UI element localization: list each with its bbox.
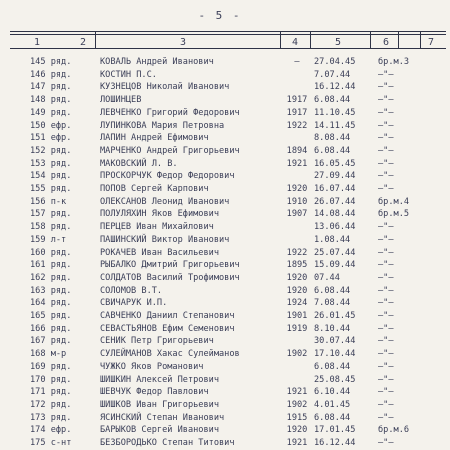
record-burial-place: –"– — [378, 184, 394, 194]
list-item — [0, 185, 450, 197]
record-rank: 151 ефр. — [30, 133, 72, 144]
record-date: 14.11.45 — [314, 120, 356, 131]
record-rank: 171 ряд. — [30, 387, 72, 398]
list-item — [0, 388, 450, 400]
column-separator — [420, 31, 421, 49]
record-birth-year: 1920 — [286, 425, 308, 436]
record-name: КОВАЛЬ Андрей Иванович — [100, 57, 214, 67]
record-burial-place: бр.м.5 — [378, 209, 410, 220]
list-item — [0, 83, 450, 95]
record-date: 17.01.45 — [314, 425, 356, 436]
record-birth-year: 1915 — [286, 412, 308, 423]
record-name: СОЛДАТОВ Василий Трофимович — [100, 272, 240, 283]
record-rank: 164 ряд. — [30, 298, 72, 309]
list-item — [0, 249, 450, 261]
record-date: 11.10.45 — [314, 107, 356, 118]
column-header: 2 — [80, 37, 87, 48]
record-rank: 170 ряд. — [30, 374, 72, 385]
record-burial-place: бр.м.6 — [378, 425, 410, 436]
column-header: 4 — [292, 37, 299, 48]
list-item — [0, 414, 450, 426]
record-date: 16.12.44 — [314, 438, 356, 448]
column-header: 1 — [34, 37, 41, 48]
record-rank: 168 м-р — [30, 349, 67, 360]
list-item — [0, 376, 450, 388]
record-name: РОКАЧЕВ Иван Васильевич — [100, 247, 219, 258]
record-burial-place: –"– — [378, 107, 394, 118]
record-birth-year: 1924 — [286, 298, 308, 309]
list-item — [0, 439, 450, 450]
record-date: 6.08.44 — [314, 95, 351, 106]
record-rank: 157 ряд. — [30, 209, 72, 220]
record-birth-year: 1920 — [286, 272, 308, 283]
record-date: 13.06.44 — [314, 222, 356, 233]
record-birth-year: 1917 — [286, 107, 308, 118]
record-date: 07.44 — [314, 272, 340, 283]
record-date: 30.07.44 — [314, 336, 356, 347]
list-item — [0, 96, 450, 108]
record-rank: 145 ряд. — [30, 57, 72, 67]
record-burial-place: –"– — [378, 438, 394, 448]
record-date: 25.07.44 — [314, 247, 356, 258]
column-separator — [310, 31, 311, 49]
record-rank: 166 ряд. — [30, 323, 72, 334]
column-separator — [280, 31, 281, 49]
record-birth-year: 1921 — [286, 438, 308, 448]
record-date: 7.08.44 — [314, 298, 351, 309]
record-rank: 175 с-нт — [30, 438, 72, 448]
list-item — [0, 198, 450, 210]
record-burial-place: –"– — [378, 349, 394, 360]
list-item — [0, 172, 450, 184]
record-name: СОЛОМОВ В.Т. — [100, 285, 163, 296]
record-rank: 149 ряд. — [30, 107, 72, 118]
record-date: 6.08.44 — [314, 361, 351, 372]
record-burial-place: –"– — [378, 285, 394, 296]
record-name: СВИЧАРУК И.П. — [100, 298, 168, 309]
record-name: СЕВАСТЬЯНОВ Ефим Семенович — [100, 323, 235, 334]
record-rank: 150 ефр. — [30, 120, 72, 131]
record-name: МАРЧЕНКО Андрей Григорьевич — [100, 145, 240, 156]
record-burial-place: –"– — [378, 171, 394, 182]
record-name: БАРЫКОВ Сергей Иванович — [100, 425, 219, 436]
record-burial-place: бр.м.4 — [378, 196, 410, 207]
record-birth-year: 1919 — [286, 323, 308, 334]
record-burial-place: –"– — [378, 133, 394, 144]
record-burial-place: –"– — [378, 399, 394, 410]
record-name: ОЛЕКСАНОВ Леонид Иванович — [100, 196, 230, 207]
record-name: ЛАПИН Андрей Ефимович — [100, 133, 209, 144]
record-rank: 165 ряд. — [30, 311, 72, 321]
record-burial-place: –"– — [378, 234, 394, 245]
column-separator — [398, 31, 399, 49]
record-burial-place: –"– — [378, 247, 394, 258]
record-date: 16.05.45 — [314, 158, 356, 169]
record-birth-year: 1921 — [286, 158, 308, 169]
record-name: ШИШКИН Алексей Петрович — [100, 374, 219, 385]
record-date: 6.10.44 — [314, 387, 351, 398]
record-rank: 169 ряд. — [30, 361, 72, 372]
record-rank: 162 ряд. — [30, 272, 72, 283]
record-name: САВЧЕНКО Даниил Степанович — [100, 311, 235, 321]
record-name: ЯСИНСКИЙ Степан Иванович — [100, 412, 225, 423]
record-date: 6.08.44 — [314, 412, 351, 423]
record-burial-place: –"– — [378, 298, 394, 309]
record-rank: 163 ряд. — [30, 285, 72, 296]
list-item — [0, 58, 450, 70]
record-date: 1.08.44 — [314, 234, 351, 245]
record-birth-year: 1895 — [286, 260, 308, 271]
record-burial-place: –"– — [378, 222, 394, 233]
list-item — [0, 160, 450, 172]
record-date: 26.07.44 — [314, 196, 356, 207]
column-header: 5 — [335, 37, 342, 48]
record-birth-year: 1894 — [286, 145, 308, 156]
list-item — [0, 337, 450, 349]
record-name: БЕЗБОРОДЬКО Степан Титович — [100, 438, 235, 448]
record-burial-place: –"– — [378, 69, 394, 80]
record-date: 17.10.44 — [314, 349, 356, 360]
record-rank: 154 ряд. — [30, 171, 72, 182]
record-date: 16.07.44 — [314, 184, 356, 194]
list-item — [0, 122, 450, 134]
list-item — [0, 71, 450, 83]
record-rank: 160 ряд. — [30, 247, 72, 258]
record-rank: 156 п-к — [30, 196, 67, 207]
table-top-rule-inner — [10, 34, 446, 35]
record-rank: 174 ефр. — [30, 425, 72, 436]
list-item — [0, 363, 450, 375]
column-separator — [95, 31, 96, 49]
record-date: 6.08.44 — [314, 285, 351, 296]
record-name: ШИШКОВ Иван Григорьевич — [100, 399, 219, 410]
list-item — [0, 325, 450, 337]
record-burial-place: –"– — [378, 145, 394, 156]
record-name: ЧУЖКО Яков Романович — [100, 361, 204, 372]
record-name: ШЕВЧУК Федор Павлович — [100, 387, 209, 398]
record-name: КУЗНЕЦОВ Николай Иванович — [100, 82, 230, 93]
record-burial-place: –"– — [378, 272, 394, 283]
record-birth-year: 1922 — [286, 247, 308, 258]
list-item — [0, 350, 450, 362]
record-rank: 155 ряд. — [30, 184, 72, 194]
record-burial-place: –"– — [378, 158, 394, 169]
record-date: 7.07.44 — [314, 69, 351, 80]
list-item — [0, 274, 450, 286]
record-date: 14.08.44 — [314, 209, 356, 220]
record-rank: 146 ряд. — [30, 69, 72, 80]
record-name: РЫБАЛКО Дмитрий Григорьевич — [100, 260, 240, 271]
record-date: 27.04.45 — [314, 57, 356, 67]
record-date: 4.01.45 — [314, 399, 351, 410]
record-date: 16.12.44 — [314, 82, 356, 93]
record-date: 27.09.44 — [314, 171, 356, 182]
record-name: ЛЕВЧЕНКО Григорий Федорович — [100, 107, 240, 118]
record-burial-place: –"– — [378, 323, 394, 334]
list-item — [0, 210, 450, 222]
record-date: 25.08.45 — [314, 374, 356, 385]
record-birth-year: 1907 — [286, 209, 308, 220]
record-rank: 161 ряд. — [30, 260, 72, 271]
record-name: СЕНИК Петр Григорьевич — [100, 336, 214, 347]
record-burial-place: –"– — [378, 95, 394, 106]
record-date: 26.01.45 — [314, 311, 356, 321]
record-burial-place: –"– — [378, 412, 394, 423]
list-item — [0, 147, 450, 159]
record-rank: 159 л-т — [30, 234, 67, 245]
record-rank: 167 ряд. — [30, 336, 72, 347]
record-name: ПОЛУЛЯХИН Яков Ефимович — [100, 209, 219, 220]
record-birth-year: 1902 — [286, 399, 308, 410]
record-date: 15.09.44 — [314, 260, 356, 271]
record-name: МАКОВСКИЙ Л. В. — [100, 158, 178, 169]
record-name: ЛУПИНКОВА Мария Петровна — [100, 120, 225, 131]
record-name: СУЛЕЙМАНОВ Хакас Сулейманов — [100, 349, 240, 360]
record-burial-place: –"– — [378, 361, 394, 372]
table-header-rule — [10, 48, 446, 49]
record-name: КОСТИН П.С. — [100, 69, 157, 80]
record-rank: 147 ряд. — [30, 82, 72, 93]
record-birth-year: 1920 — [286, 285, 308, 296]
page-number: - 5 - — [198, 9, 242, 22]
list-item — [0, 426, 450, 438]
record-burial-place: –"– — [378, 260, 394, 271]
record-burial-place: –"– — [378, 374, 394, 385]
list-item — [0, 401, 450, 413]
list-item — [0, 312, 450, 324]
column-header: 6 — [383, 37, 390, 48]
column-header: 7 — [428, 37, 435, 48]
list-item — [0, 299, 450, 311]
list-item — [0, 109, 450, 121]
record-name: ПЕРЦЕВ Иван Михайлович — [100, 222, 214, 233]
record-burial-place: –"– — [378, 82, 394, 93]
record-birth-year: 1920 — [286, 184, 308, 194]
record-date: 8.08.44 — [314, 133, 351, 144]
record-rank: 172 ряд. — [30, 399, 72, 410]
record-birth-year: 1902 — [286, 349, 308, 360]
record-rank: 153 ряд. — [30, 158, 72, 169]
table-top-rule — [10, 31, 446, 32]
list-item — [0, 287, 450, 299]
record-rank: 152 ряд. — [30, 145, 72, 156]
record-burial-place: –"– — [378, 387, 394, 398]
list-item — [0, 134, 450, 146]
list-item — [0, 261, 450, 273]
record-name: ПРОСКОРЧУК Федор Федорович — [100, 171, 235, 182]
record-rank: 158 ряд. — [30, 222, 72, 233]
record-birth-year: 1922 — [286, 120, 308, 131]
record-birth-year: 1917 — [286, 95, 308, 106]
record-date: 8.10.44 — [314, 323, 351, 334]
record-birth-year: 1901 — [286, 311, 308, 321]
list-item — [0, 223, 450, 235]
record-birth-year: 1921 — [286, 387, 308, 398]
record-name: ЛОШИНЦЕВ — [100, 95, 142, 106]
record-rank: 148 ряд. — [30, 95, 72, 106]
record-birth-year: – — [294, 57, 300, 67]
record-birth-year: 1910 — [286, 196, 308, 207]
record-burial-place: –"– — [378, 120, 394, 131]
record-burial-place: –"– — [378, 311, 394, 321]
record-burial-place: бр.м.3 — [378, 57, 410, 67]
record-name: ПАШИНСКИЙ Виктор Иванович — [100, 234, 230, 245]
record-burial-place: –"– — [378, 336, 394, 347]
record-name: ПОПОВ Сергей Карпович — [100, 184, 209, 194]
record-date: 6.08.44 — [314, 145, 351, 156]
column-header: 3 — [180, 37, 187, 48]
record-rank: 173 ряд. — [30, 412, 72, 423]
column-separator — [370, 31, 371, 49]
list-item — [0, 236, 450, 248]
